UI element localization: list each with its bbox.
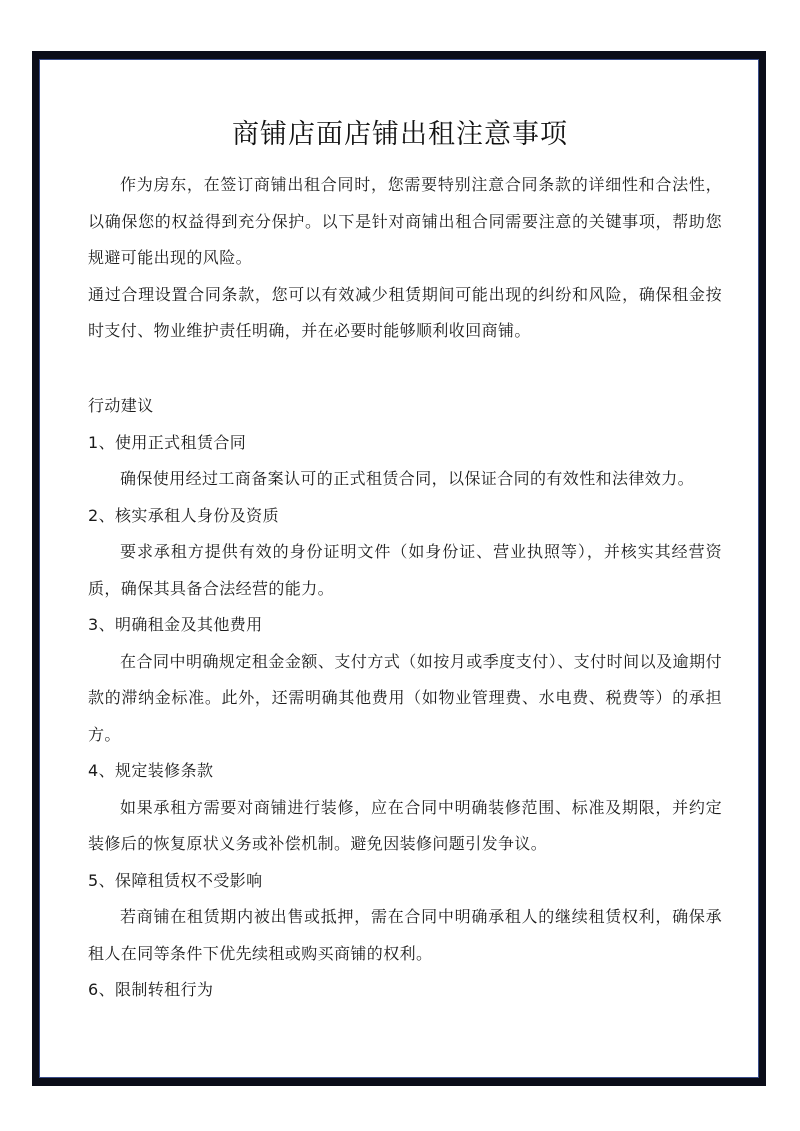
item-body-2: 要求承租方提供有效的身份证明文件（如身份证、营业执照等），并核实其经营资质，确保其具备合法经营的能力。 xyxy=(88,542,722,598)
item-heading-1: 1、使用正式租赁合同 xyxy=(88,432,247,452)
intro-paragraph-2: 通过合理设置合同条款，您可以有效减少租赁期间可能出现的纠纷和风险，确保租金按时支付、物业维护责任明确，并在必要时能够顺利收回商铺。 xyxy=(88,284,722,340)
item-heading-5: 5、保障租赁权不受影响 xyxy=(88,870,263,890)
item-heading-6: 6、限制转租行为 xyxy=(88,980,214,999)
action-section xyxy=(88,388,722,1009)
intro-paragraph-1: 作为房东，在签订商铺出租合同时，您需要特别注意合同条款的详细性和合法性，以确保您的权益得到充分保护。以下是针对商铺出租合同需要注意的关键事项，帮助您规避可能出现的风险。 xyxy=(88,175,722,267)
intro-section xyxy=(88,167,722,350)
item-body-4: 如果承租方需要对商铺进行装修，应在合同中明确装修范围、标准及期限，并约定装修后的恢复原状义务或补偿机制。避免因装修问题引发争议。 xyxy=(88,797,722,853)
item-body-3: 在合同中明确规定租金金额、支付方式（如按月或季度支付）、支付时间以及逾期付款的滞纳金标准。此外，还需明确其他费用（如物业管理费、水电费、税费等）的承担方。 xyxy=(88,651,722,744)
item-body-5: 若商铺在租赁期内被出售或抵押，需在合同中明确承租人的继续租赁权利，确保承租人在同等条件下优先续租或购买商铺的权利。 xyxy=(88,907,722,963)
section-label: 行动建议 xyxy=(88,396,154,415)
item-body-1: 确保使用经过工商备案认可的正式租赁合同，以保证合同的有效性和法律效力。 xyxy=(120,469,695,488)
item-heading-4: 4、规定装修条款 xyxy=(88,761,214,780)
item-heading-2: 2、核实承租人身份及资质 xyxy=(88,505,279,525)
document-title: 商铺店面店铺出租注意事项 xyxy=(232,119,568,150)
item-heading-3: 3、明确租金及其他费用 xyxy=(88,615,263,634)
